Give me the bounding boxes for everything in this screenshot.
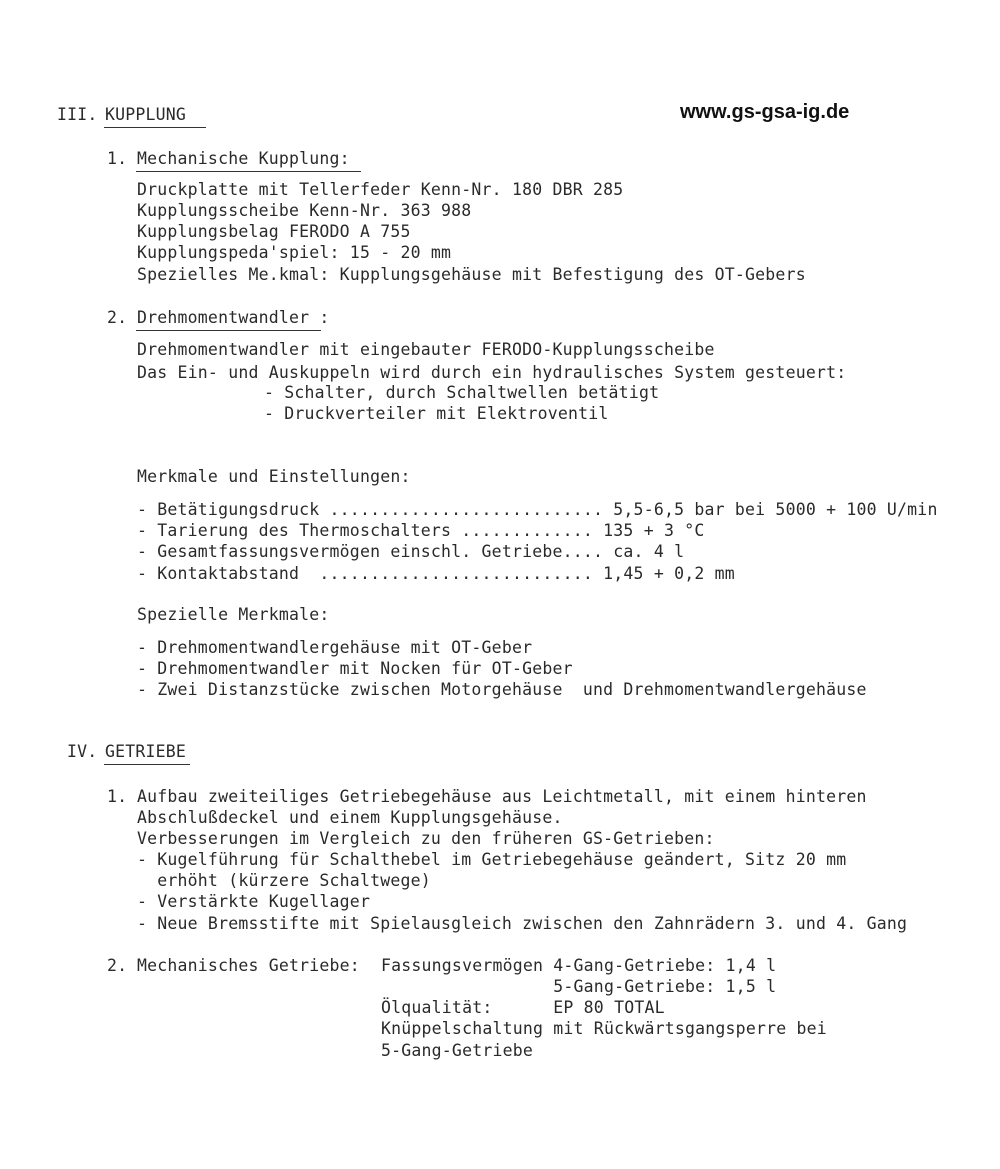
wandler-line: Drehmomentwandler mit eingebauter FERODO-Kupplungsscheibe: [137, 340, 715, 359]
sub-3-2-title: Drehmomentwandler: [137, 308, 310, 327]
getriebe-line: - Verstärkte Kugellager: [137, 892, 371, 911]
kupplung-line: Druckplatte mit Tellerfeder Kenn-Nr. 180 DBR 285: [137, 180, 624, 199]
wandler-line: Das Ein- und Auskuppeln wird durch ein hydraulisches System gesteuert:: [137, 363, 847, 382]
section-3-title: KUPPLUNG: [105, 105, 187, 124]
sub-3-1-number: 1.: [107, 149, 128, 168]
getriebe-line: - Neue Bremsstifte mit Spielausgleich zwischen den Zahnrädern 3. und 4. Gang: [137, 914, 908, 933]
special-item: - Zwei Distanzstücke zwischen Motorgehäuse und Drehmomentwandlergehäuse: [137, 680, 867, 699]
sub-3-1-title-underline: [136, 171, 361, 172]
section-4-title: GETRIEBE: [105, 742, 187, 761]
getriebe-line: erhöht (kürzere Schaltwege): [137, 871, 431, 890]
mech-getriebe-line: Fassungsvermögen 4-Gang-Getriebe: 1,4 l: [381, 956, 777, 975]
setting-row: - Gesamtfassungsvermögen einschl. Getriebe.... ca. 4 l: [137, 542, 685, 561]
sub-4-2-label: Mechanisches Getriebe:: [137, 956, 360, 975]
sub-3-2-number: 2.: [107, 308, 128, 327]
website-url: www.gs-gsa-ig.de: [680, 101, 850, 123]
wandler-line: - Druckverteiler mit Elektroventil: [264, 404, 609, 423]
getriebe-line: Verbesserungen im Vergleich zu den früheren GS-Getrieben:: [137, 829, 715, 848]
wandler-line: - Schalter, durch Schaltwellen betätigt: [264, 383, 660, 402]
sub-3-2-title-suffix: :: [309, 308, 330, 327]
special-heading: Spezielle Merkmale:: [137, 605, 330, 624]
sub-4-2-number: 2.: [107, 956, 128, 975]
section-4-title-underline: [104, 764, 190, 765]
mech-getriebe-line: Knüppelschaltung mit Rückwärtsgangsperre bei: [381, 1019, 827, 1038]
mech-getriebe-line: 5-Gang-Getriebe: [381, 1041, 534, 1060]
mech-getriebe-line: 5-Gang-Getriebe: 1,5 l: [381, 977, 777, 996]
setting-row: - Tarierung des Thermoschalters ............. 135 + 3 °C: [137, 521, 705, 540]
setting-row: - Kontaktabstand ........................... 1,45 + 0,2 mm: [137, 564, 735, 583]
sub-3-2-title-underline: [136, 330, 321, 331]
sub-3-1-title: Mechanische Kupplung:: [137, 149, 350, 168]
getriebe-line: Aufbau zweiteiliges Getriebegehäuse aus Leichtmetall, mit einem hinteren: [137, 787, 867, 806]
kupplung-line: Kupplungspeda'spiel: 15 - 20 mm: [137, 243, 452, 262]
kupplung-line: Spezielles Me.kmal: Kupplungsgehäuse mit Befestigung des OT-Gebers: [137, 265, 806, 284]
sub-4-1-number: 1.: [107, 787, 128, 806]
getriebe-line: - Kugelführung für Schalthebel im Getriebegehäuse geändert, Sitz 20 mm: [137, 850, 847, 869]
special-item: - Drehmomentwandler mit Nocken für OT-Geber: [137, 659, 573, 678]
section-4-number: IV.: [67, 742, 98, 761]
kupplung-line: Kupplungsscheibe Kenn-Nr. 363 988: [137, 201, 472, 220]
section-3-title-underline: [104, 127, 206, 128]
kupplung-line: Kupplungsbelag FERODO A 755: [137, 222, 411, 241]
getriebe-line: Abschlußdeckel und einem Kupplungsgehäuse.: [137, 808, 563, 827]
settings-heading: Merkmale und Einstellungen:: [137, 467, 411, 486]
setting-row: - Betätigungsdruck ........................... 5,5-6,5 bar bei 5000 + 100 U/min: [137, 500, 938, 519]
section-3-number: III.: [57, 105, 98, 124]
mech-getriebe-line: Ölqualität: EP 80 TOTAL: [381, 998, 665, 1017]
special-item: - Drehmomentwandlergehäuse mit OT-Geber: [137, 638, 533, 657]
